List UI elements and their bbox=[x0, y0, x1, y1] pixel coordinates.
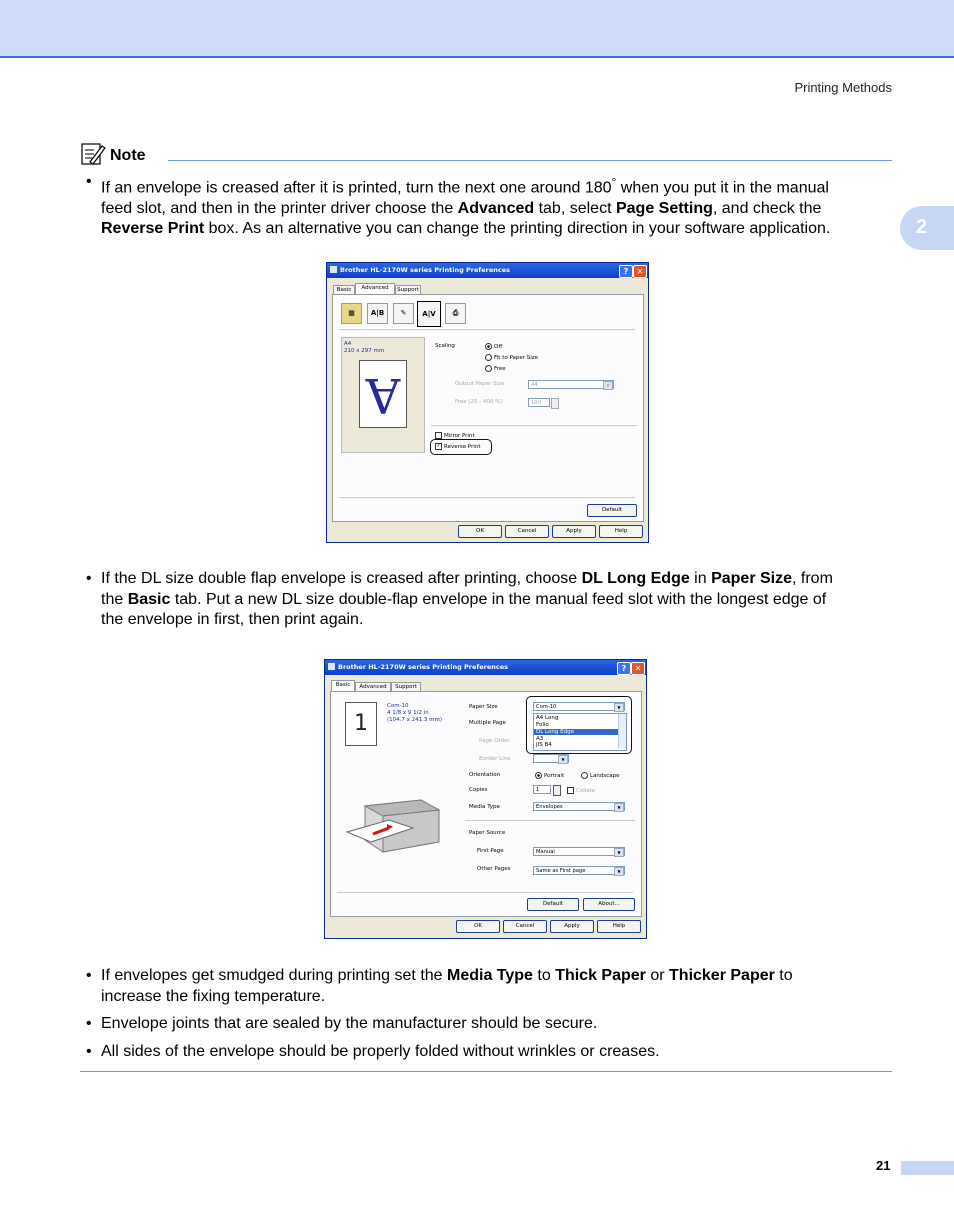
media-type-label: Media Type bbox=[469, 804, 500, 810]
copies-label: Copies bbox=[469, 787, 488, 793]
preview-page bbox=[359, 360, 407, 428]
multiple-page-label: Multiple Page bbox=[469, 720, 506, 726]
note-header bbox=[80, 142, 892, 166]
list-item[interactable]: A4 Long bbox=[536, 715, 559, 721]
free-range-label: Free [25 - 400 %] bbox=[455, 399, 503, 405]
chevron-down-icon: ▼ bbox=[614, 848, 624, 857]
list-item[interactable]: A3 bbox=[536, 736, 544, 742]
graphics-quality-icon[interactable]: ▦ bbox=[341, 303, 362, 324]
copies-spin-icon[interactable] bbox=[553, 785, 561, 796]
list-item[interactable]: Folio bbox=[536, 722, 549, 728]
help-title-button[interactable]: ? bbox=[617, 662, 631, 675]
tab-basic[interactable]: Basic bbox=[333, 285, 355, 295]
tab-basic[interactable]: Basic bbox=[331, 680, 355, 692]
paper-source-label: Paper Source bbox=[469, 830, 506, 836]
preview-glyph: A bbox=[365, 367, 401, 423]
preview-size-inches: 4 1/8 x 9 1/2 in bbox=[387, 710, 429, 716]
scaling-free-radio[interactable]: Free bbox=[485, 365, 506, 372]
cancel-button[interactable]: Cancel bbox=[505, 525, 549, 538]
dialog-title: Brother HL-2170W series Printing Preferences bbox=[338, 663, 508, 671]
close-title-button[interactable]: ✕ bbox=[631, 662, 645, 675]
basic-panel bbox=[330, 691, 642, 917]
printing-preferences-dialog-advanced bbox=[326, 262, 649, 543]
border-line-select[interactable] bbox=[533, 754, 569, 763]
tab-support[interactable]: Support bbox=[391, 682, 421, 692]
note-end-rule bbox=[80, 1071, 892, 1072]
other-pages-label: Other Pages bbox=[477, 866, 511, 872]
watermark-icon[interactable]: A|B bbox=[367, 303, 388, 324]
scaling-fit-radio[interactable]: Fit to Paper Size bbox=[485, 354, 538, 361]
landscape-radio[interactable]: Landscape bbox=[581, 772, 620, 779]
help-title-button[interactable]: ? bbox=[619, 265, 633, 278]
printer-icon bbox=[328, 663, 335, 670]
device-options-icon[interactable]: ⎙ bbox=[445, 303, 466, 324]
chevron-down-icon: ▼ bbox=[614, 867, 624, 876]
orientation-label: Orientation bbox=[469, 772, 501, 778]
page-preview-box bbox=[341, 337, 425, 453]
top-header-band bbox=[0, 0, 954, 58]
free-percent-input[interactable]: 100 bbox=[528, 398, 550, 407]
percent-spin-icon[interactable] bbox=[551, 398, 559, 409]
collate-checkbox[interactable]: Collate bbox=[567, 787, 595, 794]
note-label: Note bbox=[110, 147, 146, 164]
print-settings-icon[interactable]: ✎ bbox=[393, 303, 414, 324]
border-line-label: Border Line bbox=[479, 756, 511, 762]
tab-support[interactable]: Support bbox=[395, 285, 421, 295]
paper-size-label: Paper Size bbox=[469, 704, 498, 710]
portrait-radio[interactable]: Portrait bbox=[535, 772, 564, 779]
default-button[interactable]: Default bbox=[527, 898, 579, 911]
chapter-number: 2 bbox=[916, 216, 928, 238]
dialog-title-bar bbox=[325, 660, 646, 675]
printer-manual-feed-icon bbox=[343, 792, 443, 862]
running-title: Printing Methods bbox=[794, 80, 892, 95]
advanced-panel bbox=[332, 294, 644, 522]
reverse-print-checkbox[interactable]: ✓ Reverse Print bbox=[436, 443, 481, 450]
cancel-button[interactable]: Cancel bbox=[503, 920, 547, 933]
chevron-down-icon: ▼ bbox=[614, 703, 624, 712]
output-paper-size-label: Output Paper Size bbox=[455, 381, 505, 387]
page-setting-icon[interactable]: A|V bbox=[417, 301, 441, 327]
help-button[interactable]: Help bbox=[597, 920, 641, 933]
other-pages-select[interactable]: Same as First page ▼ bbox=[533, 866, 625, 875]
close-title-button[interactable]: ✕ bbox=[633, 265, 647, 278]
dialog-title-bar bbox=[327, 263, 648, 278]
tab-advanced[interactable]: Advanced bbox=[355, 682, 391, 692]
scaling-label: Scaling bbox=[435, 343, 455, 349]
dialog-title: Brother HL-2170W series Printing Preferences bbox=[340, 266, 510, 274]
apply-button[interactable]: Apply bbox=[552, 525, 596, 538]
list-item[interactable]: JIS B4 bbox=[536, 742, 552, 748]
chevron-down-icon: ▼ bbox=[558, 755, 568, 764]
scaling-off-radio[interactable]: Off bbox=[485, 343, 502, 350]
options-divider bbox=[431, 425, 637, 426]
default-button[interactable]: Default bbox=[587, 504, 637, 517]
about-button[interactable]: About... bbox=[583, 898, 635, 911]
printer-icon bbox=[330, 266, 337, 273]
chevron-down-icon: ▼ bbox=[614, 803, 624, 812]
apply-button[interactable]: Apply bbox=[550, 920, 594, 933]
tab-advanced[interactable]: Advanced bbox=[355, 283, 395, 295]
chapter-tab bbox=[900, 206, 954, 250]
preview-dims: 210 x 297 mm bbox=[344, 348, 385, 354]
footer-divider bbox=[339, 497, 635, 498]
note-pencil-icon bbox=[80, 142, 106, 166]
page-number-bar bbox=[901, 1161, 954, 1175]
output-paper-size-select[interactable]: A4 ▼ bbox=[528, 380, 614, 389]
mirror-print-checkbox[interactable]: Mirror Print bbox=[435, 432, 475, 439]
footer-divider bbox=[337, 892, 633, 893]
copies-input[interactable]: 1 bbox=[533, 785, 551, 794]
first-page-select[interactable]: Manual ▼ bbox=[533, 847, 625, 856]
preview-size: A4 bbox=[344, 341, 352, 347]
list-item-selected[interactable]: DL Long Edge bbox=[534, 729, 618, 735]
chevron-down-icon: ▼ bbox=[603, 381, 613, 390]
ok-button[interactable]: OK bbox=[458, 525, 502, 538]
ok-button[interactable]: OK bbox=[456, 920, 500, 933]
help-button[interactable]: Help bbox=[599, 525, 643, 538]
page-order-label: Page Order bbox=[479, 738, 510, 744]
preview-size-mm: (104.7 x 241.3 mm) bbox=[387, 717, 442, 723]
paper-size-select[interactable]: Com-10 ▼ bbox=[533, 702, 625, 711]
first-page-label: First Page bbox=[477, 848, 504, 854]
paper-size-highlight bbox=[526, 696, 632, 754]
media-type-select[interactable]: Envelopes ▼ bbox=[533, 802, 625, 811]
page-number: 21 bbox=[876, 1158, 891, 1173]
printing-preferences-dialog-basic bbox=[324, 659, 647, 939]
reverse-print-highlight bbox=[430, 439, 492, 455]
preview-size-name: Com-10 bbox=[387, 703, 409, 709]
page-preview-number: 1 bbox=[345, 702, 377, 746]
note-rule bbox=[168, 160, 892, 161]
section-divider bbox=[465, 820, 635, 821]
panel-divider bbox=[339, 329, 635, 330]
